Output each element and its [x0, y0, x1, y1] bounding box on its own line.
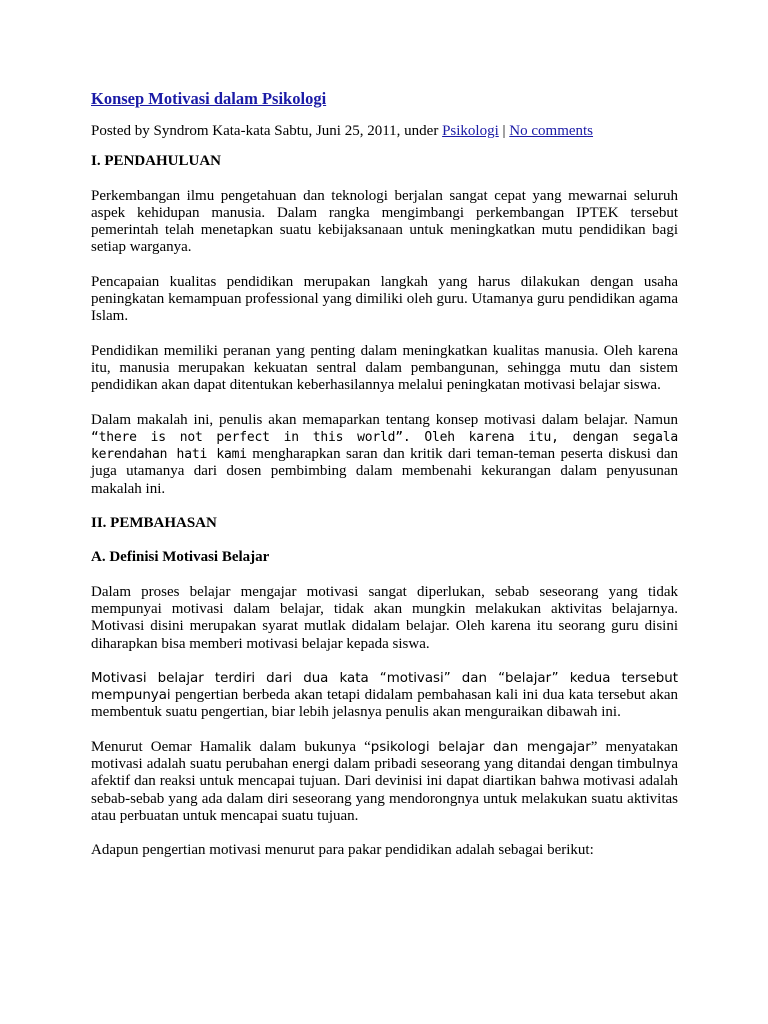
- paragraph-pembahasan-4: Adapun pengertian motivasi menurut para pakar pendidikan adalah sebagai berikut:: [91, 842, 594, 859]
- paragraph-pembahasan-2: [91, 670, 678, 722]
- subsection-heading-definisi: A. Definisi Motivasi Belajar: [91, 549, 270, 566]
- post-meta: [91, 123, 678, 140]
- monospace-quote: “there is not perfect in this world”. Oleh karena itu, dengan segala kerendahan hati kami: [91, 429, 678, 463]
- paragraph-text: Dalam makalah ini, penulis akan memaparkan tentang konsep motivasi dalam belajar. Namun: [91, 411, 678, 428]
- paragraph-pembahasan-3: [91, 739, 678, 825]
- post-meta-text: Posted by Syndrom Kata-kata Sabtu, Juni 25, 2011, under: [91, 123, 443, 139]
- section-heading-pembahasan: II. PEMBAHASAN: [91, 515, 217, 532]
- paragraph-pendahuluan-2: Pencapaian kualitas pendidikan merupakan langkah yang harus dilakukan dengan usaha peningkatan kemampuan professional yang dimiliki oleh guru. Utamanya guru pendidikan agama Islam.: [91, 273, 678, 325]
- article-title: [91, 89, 678, 109]
- paragraph-pendahuluan-3: Pendidikan memiliki peranan yang penting dalam meningkatkan kualitas manusia. Oleh karena itu, manusia merupakan kekuatan sentral dalam pembangunan, sehingga mutu dan sistem pendidikan akan dapat ditentukan keberhasilannya melalui peningkatan motivasi belajar siswa.: [91, 342, 678, 394]
- meta-separator: |: [498, 123, 510, 139]
- paragraph-text: mengharapkan saran dan kritik dari teman-teman peserta diskusi dan juga utamanya dari dosen pembimbing dalam membenahi kekurangan dalam penyusunan makalah ini.: [91, 446, 678, 497]
- paragraph-text: ” menyatakan motivasi adalah suatu perubahan energi dalam pribadi seseorang yang ditandai dengan timbulnya afektif dan reaksi untuk mencapai tujuan. Dari devinisi ini dapat diartikan bahwa motivasi adalah sebab-sebab yang ada dalam diri seseorang yang mendorongnya untuk melakukan suatu aktivitas atau perbuatan untuk mencapai suatu tujuan.: [91, 738, 678, 824]
- paragraph-pembahasan-1: Dalam proses belajar mengajar motivasi sangat diperlukan, sebab seseorang yang tidak mempunyai motivasi dalam belajar, tidak akan mungkin melakukan aktivitas belajarnya. Motivasi disini merupakan syarat mutlak didalam belajar. Oleh karena itu seorang guru disini diharapkan bisa memberi motivasi belajar kepada siswa.: [91, 583, 678, 652]
- paragraph-text: pengertian berbeda akan tetapi didalam pembahasan kali ini dua kata tersebut akan membentuk suatu pengertian, biar lebih jelasnya penulis akan menguraikan dibawah ini.: [91, 687, 678, 721]
- comments-link[interactable]: No comments: [509, 123, 594, 139]
- sans-serif-line: Motivasi belajar terdiri dari dua kata “motivasi” dan “belajar” kedua tersebut mempunyai: [91, 670, 678, 704]
- category-link[interactable]: Psikologi: [442, 123, 499, 139]
- book-title: psikologi belajar dan mengajar: [370, 739, 591, 755]
- article-body: [91, 89, 678, 877]
- paragraph-text: Menurut Oemar Hamalik dalam bukunya “: [91, 738, 371, 755]
- article-title-link[interactable]: Konsep Motivasi dalam Psikologi: [91, 89, 327, 108]
- paragraph-pendahuluan-4: [91, 412, 678, 498]
- section-heading-pendahuluan: I. PENDAHULUAN: [91, 153, 222, 170]
- paragraph-pendahuluan-1: Perkembangan ilmu pengetahuan dan teknologi berjalan sangat cepat yang mewarnai seluruh aspek kehidupan manusia. Dalam rangka mengimbangi perkembangan IPTEK tersebut pemerintah telah menetapkan suatu kebijaksanaan untuk meningkatkan mutu pendidikan bagi setiap warganya.: [91, 187, 678, 256]
